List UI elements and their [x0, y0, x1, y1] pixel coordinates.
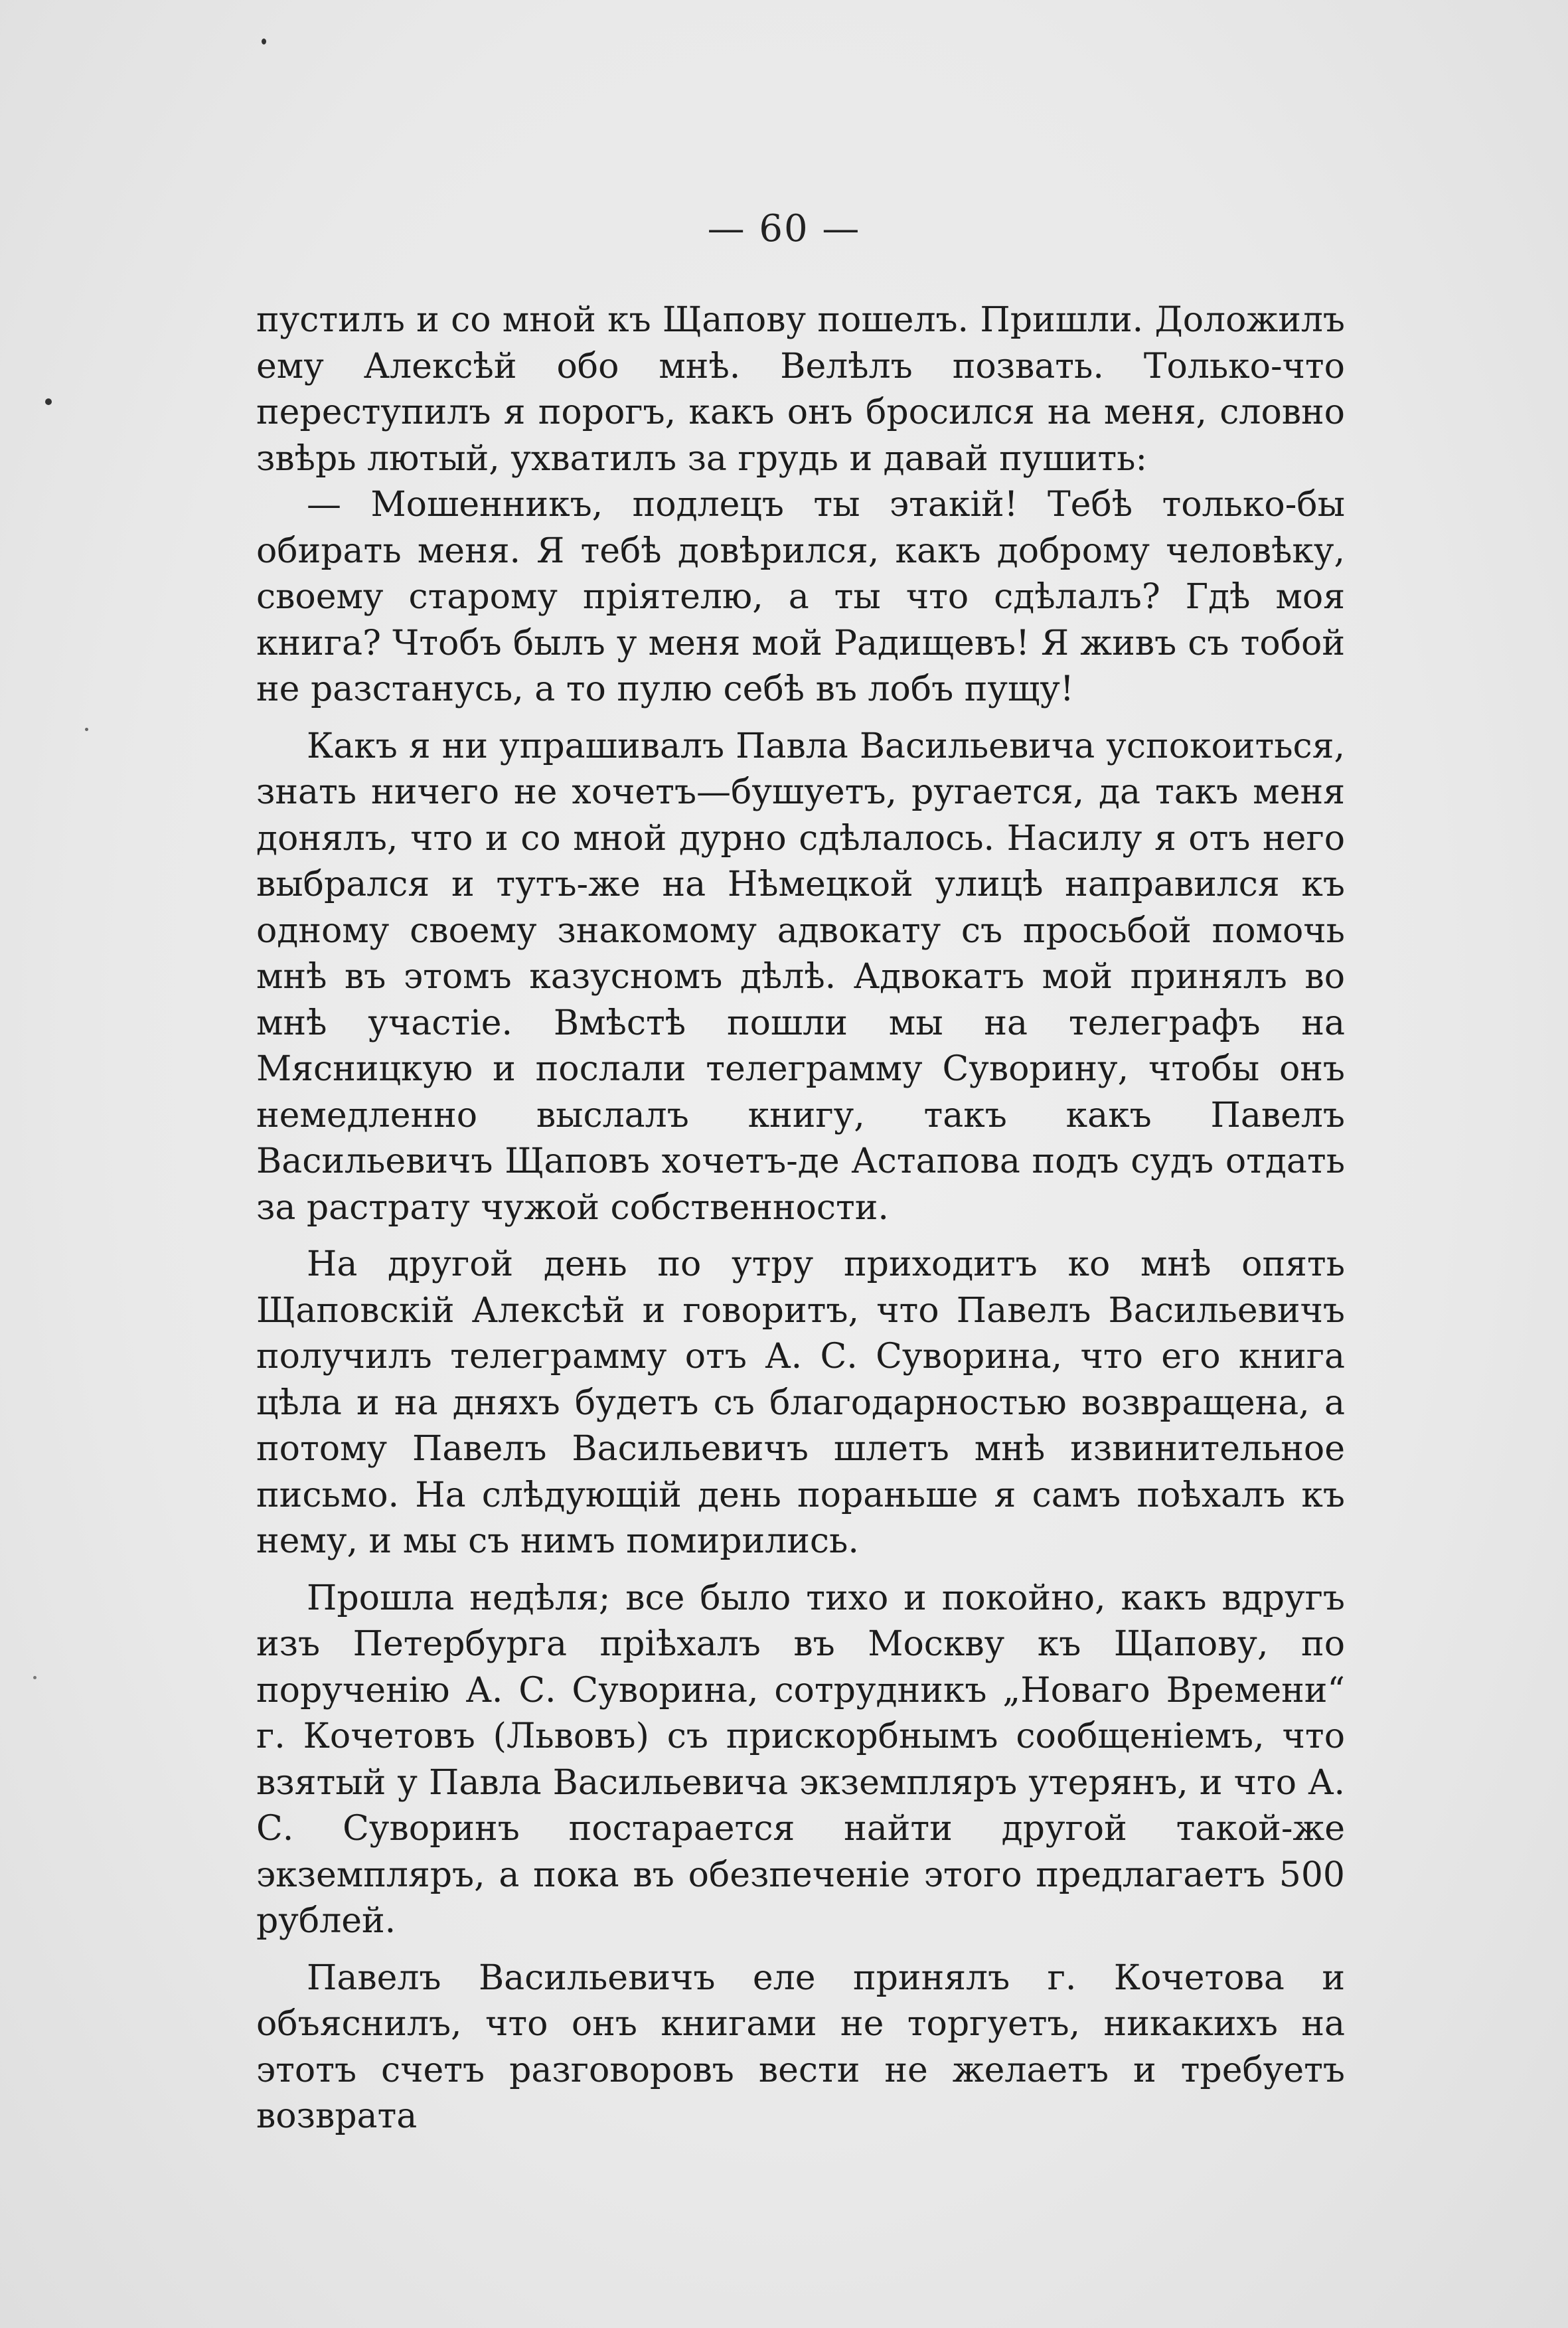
- paragraph: На другой день по утру приходитъ ко мнѣ опять Щаповскій Алексѣй и говоритъ, что Павелъ Васильевичъ получилъ телеграмму отъ А. С. Суворина, что его книга цѣла и на дняхъ будетъ съ благодарностью возвращена, а потому Павелъ Васильевичъ шлетъ мнѣ извинительное письмо. На слѣдующій день пораньше я самъ поѣхалъ къ нему, и мы съ нимъ помирились.: [256, 1244, 1345, 1561]
- page-number: — 60 —: [707, 207, 861, 250]
- paragraph: Какъ я ни упрашивалъ Павла Васильевича успокоиться, знать ничего не хочетъ—бушуетъ, ругается, да такъ меня донялъ, что и со мной дурно сдѣлалось. Насилу я отъ него выбрался и тутъ-же на Нѣмецкой улицѣ направился къ одному своему знакомому адвокату съ просьбой помочь мнѣ въ этомъ казусномъ дѣлѣ. Адвокатъ мой принялъ во мнѣ участіе. Вмѣстѣ пошли мы на телеграфъ на Мясницкую и послали телеграмму Суворину, чтобы онъ немедленно выслалъ книгу, такъ какъ Павелъ Васильевичъ Щаповъ хочетъ-де Астапова подъ судъ отдать за растрату чужой собственности.: [256, 726, 1345, 1228]
- ink-speck: [33, 1676, 37, 1679]
- paragraph: — Мошенникъ, подлецъ ты этакій! Тебѣ только-бы обирать меня. Я тебѣ довѣрился, какъ доброму человѣку, своему старому пріятелю, а ты что сдѣлалъ? Гдѣ моя книга? Чтобъ былъ у меня мой Радищевъ! Я живъ съ тобой не разстанусь, а то пулю себѣ въ лобъ пущу!: [256, 485, 1345, 709]
- ink-speck: [85, 728, 88, 731]
- paragraph: Прошла недѣля; все было тихо и покойно, какъ вдругъ изъ Петербурга пріѣхалъ въ Москву къ Щапову, по порученію А. С. Суворина, сотрудникъ „Новаго Времени“ г. Кочетовъ (Львовъ) съ прискорбнымъ сообщеніемъ, что взятый у Павла Васильевича экземпляръ утерянъ, и что А. С. Суворинъ постарается найти другой такой-же экземпляръ, а пока въ обезпеченіе этого предлагаетъ 500 рублей.: [256, 1578, 1345, 1941]
- paragraph: Павелъ Васильевичъ еле принялъ г. Кочетова и объяснилъ, что онъ книгами не торгуетъ, никакихъ на этотъ счетъ разговоровъ вести не желаетъ и требуетъ возврата: [256, 1957, 1345, 2136]
- ink-speck: [262, 39, 266, 44]
- ink-speck: [45, 398, 52, 405]
- paragraph: пустилъ и со мной къ Щапову пошелъ. Пришли. Доложилъ ему Алексѣй обо мнѣ. Велѣлъ позвать. Только-что переступилъ я порогъ, какъ онъ бросился на меня, словно звѣрь лютый, ухватилъ за грудь и давай пушить:: [256, 300, 1345, 479]
- body-text: [256, 297, 1345, 2140]
